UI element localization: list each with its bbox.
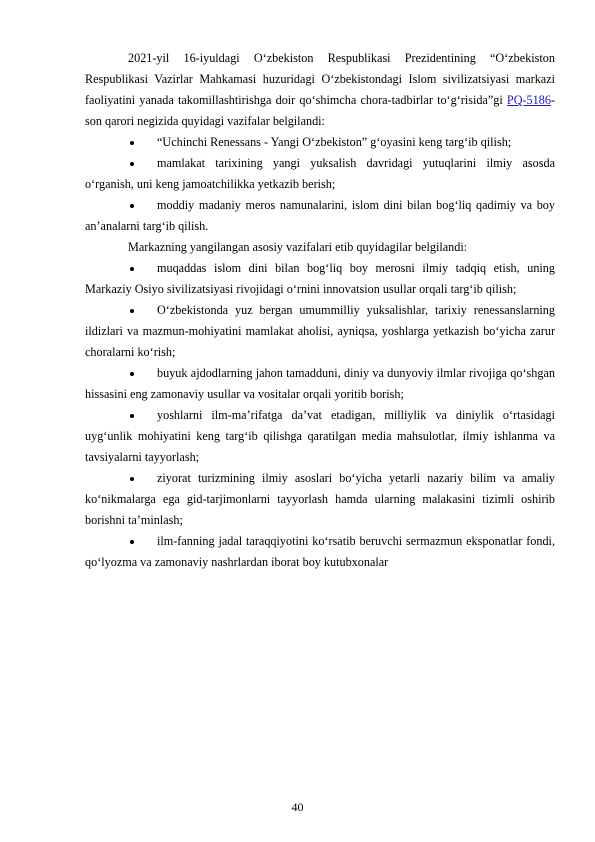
page-number: 40 bbox=[291, 800, 304, 814]
list-item bbox=[85, 132, 555, 153]
bullet-icon bbox=[130, 477, 134, 481]
bullet-icon bbox=[130, 267, 134, 271]
list-item bbox=[85, 258, 555, 300]
list-item-text: buyuk ajdodlarning jahon tamadduni, diniy va dunyoviy ilmlar rivojiga qo‘shgan hissasini eng zamonaviy usullar va vositalar orqali yoritib borish; bbox=[85, 366, 555, 401]
list-item-text: “Uchinchi Renessans - Yangi O‘zbekiston” g‘oyasini keng targ‘ib qilish; bbox=[157, 135, 512, 149]
list-item bbox=[85, 468, 555, 531]
list-item bbox=[85, 195, 555, 237]
list-item bbox=[85, 153, 555, 195]
list-item-text: yoshlarni ilm-ma’rifatga da’vat etadigan, milliylik va diniylik o‘rtasidagi uyg‘unlik mohiyatini keng targ‘ib qilishga qaratilgan media mahsulotlar, ilmiy ishlanma va tavsiyalarni tayyorlash; bbox=[85, 408, 555, 464]
intro-text-end: -son qarori negizida quyidagi vazifalar belgilandi: bbox=[85, 93, 555, 128]
list-item-text: muqaddas islom dini bilan bog‘liq boy merosni ilmiy tadqiq etish, uning Markaziy Osiyo sivilizatsiyasi rivojidagi o‘rnini innovatsion usullar orqali targ‘ib qilish; bbox=[85, 261, 555, 296]
list-item-text: ziyorat turizmining ilmiy asoslari bo‘yicha yetarli nazariy bilim va amaliy ko‘nikmalarga ega gid-tarjimonlarni tayyorlash hamda ularning malakasini tizimli oshirib borishni ta’minlash; bbox=[85, 471, 555, 527]
section-intro: Markazning yangilangan asosiy vazifalari etib quyidagilar belgilandi: bbox=[128, 240, 468, 254]
intro-paragraph bbox=[85, 48, 555, 132]
decree-link[interactable]: PQ-5186 bbox=[506, 93, 551, 107]
intro-text: 2021-yil 16-iyuldagi O‘zbekiston Respublikasi Prezidentining “O‘zbekiston Respublikasi Vazirlar Mahkamasi huzuridagi O‘zbekistondagi Islom sivilizatsiyasi markazi faoliyatini yanada takomillashtirishga doir qo‘shimcha chora-tadbirlar to‘g‘risida”gi bbox=[85, 51, 555, 107]
list-item bbox=[85, 531, 555, 573]
list-item bbox=[85, 363, 555, 405]
document-body bbox=[85, 48, 555, 573]
list-item bbox=[85, 300, 555, 363]
bullet-icon bbox=[130, 141, 134, 145]
list-item-text: O‘zbekistonda yuz bergan umummilliy yuksalishlar, tarixiy renessanslarning ildizlari va mazmun-mohiyatini mamlakat aholisi, ayniqsa, yoshlarga yetkazish bo‘yicha zarur choralarni ko‘rish; bbox=[85, 303, 555, 359]
bullet-icon bbox=[130, 540, 134, 544]
bullet-icon bbox=[130, 372, 134, 376]
list-item-text: moddiy madaniy meros namunalarini, islom dini bilan bog‘liq qadimiy va boy an’analarni targ‘ib qilish. bbox=[85, 198, 555, 233]
list-item-text: mamlakat tarixining yangi yuksalish davridagi yutuqlarini ilmiy asosda o‘rganish, uni keng jamoatchilikka yetkazib berish; bbox=[85, 156, 555, 191]
list-item-text: ilm-fanning jadal taraqqiyotini ko‘rsatib beruvchi sermazmun eksponatlar fondi, qo‘lyozma va zamonaviy nashrlardan iborat boy kutubxonalar bbox=[85, 534, 555, 569]
list-item bbox=[85, 405, 555, 468]
bullet-icon bbox=[130, 204, 134, 208]
bullet-icon bbox=[130, 309, 134, 313]
bullet-icon bbox=[130, 414, 134, 418]
bullet-icon bbox=[130, 162, 134, 166]
